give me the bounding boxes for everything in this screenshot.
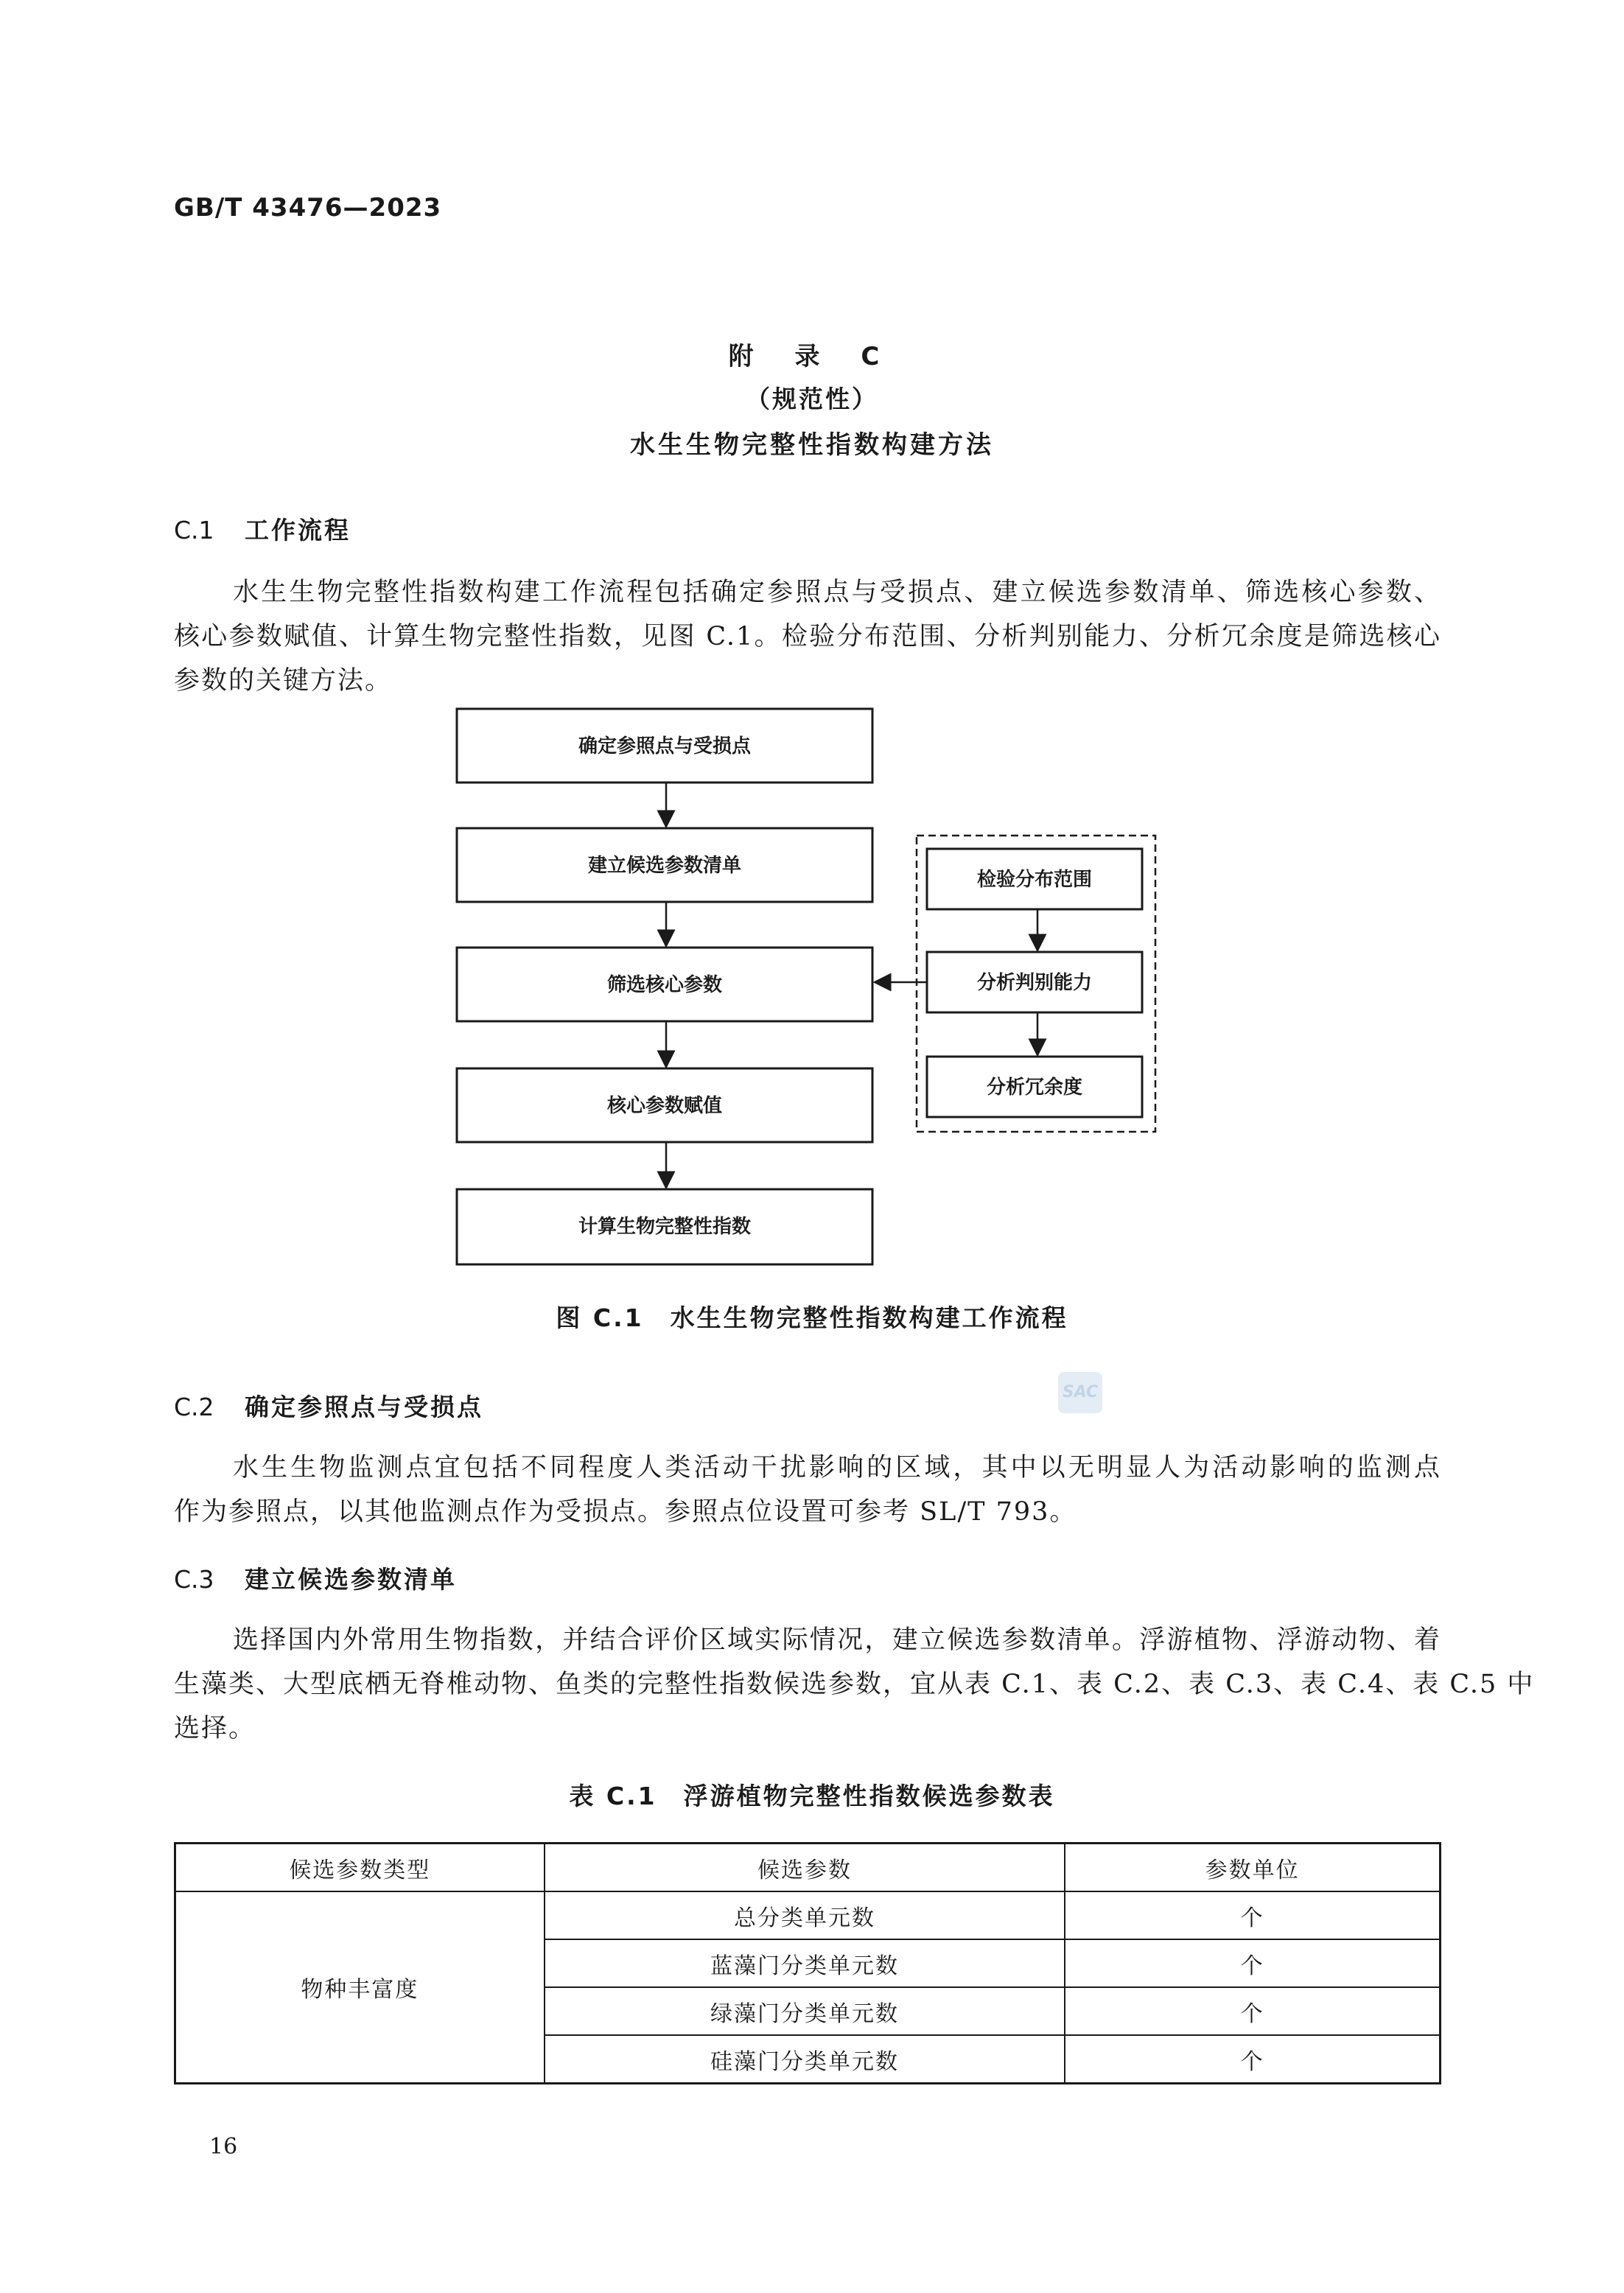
paragraph-line: 水生生物完整性指数构建工作流程包括确定参照点与受损点、建立候选参数清单、筛选核心参数、 (233, 578, 1441, 607)
appendix-name: 水生生物完整性指数构建方法 (630, 430, 994, 460)
section-title: 建立候选参数清单 (245, 1565, 457, 1594)
table-cell-param: 硅藻门分类单元数 (545, 2035, 1065, 2084)
section-heading-c3 (174, 1561, 457, 1595)
section-number: C.3 (174, 1565, 214, 1594)
flow-box-1-label: 确定参照点与受损点 (578, 735, 752, 757)
paragraph-line: 水生生物监测点宜包括不同程度人类活动干扰影响的区域，其中以无明显人为活动影响的监测点 (233, 1453, 1441, 1482)
table-header: 参数单位 (1065, 1844, 1440, 1892)
flow-box-3-label: 筛选核心参数 (606, 974, 723, 996)
section-heading-c2 (174, 1388, 483, 1423)
table-header-row (175, 1844, 1441, 1892)
appendix-type: （规范性） (746, 385, 878, 413)
page-number: 16 (209, 2134, 238, 2160)
side-box-3-label: 分析冗余度 (986, 1077, 1083, 1099)
section-title: 工作流程 (245, 516, 351, 545)
appendix-title: 附 录 C (728, 342, 896, 371)
paragraph-line: 选择。 (174, 1714, 256, 1743)
table-cell-unit: 个 (1065, 1891, 1440, 1939)
flow-box-5-label: 计算生物完整性指数 (578, 1216, 752, 1238)
paragraph-line: 生藻类、大型底栖无脊椎动物、鱼类的完整性指数候选参数，宜从表 C.1、表 C.2、表 C.3、表 C.4、表 C.5 中 (174, 1670, 1535, 1699)
table-cell-param: 蓝藻门分类单元数 (545, 1939, 1065, 1987)
paragraph-line: 作为参照点，以其他监测点作为受损点。参照点位设置可参考 SL/T 793。 (174, 1497, 1077, 1527)
section-number: C.2 (174, 1393, 214, 1421)
side-box-1-label: 检验分布范围 (976, 869, 1093, 891)
table-cell-unit: 个 (1065, 1939, 1440, 1987)
table-row (175, 1891, 1441, 1939)
paragraph-c3 (174, 1618, 1535, 1751)
table-header: 候选参数 (545, 1844, 1065, 1892)
candidate-parameters-table (174, 1842, 1441, 2084)
table-cell-unit: 个 (1065, 1987, 1440, 2035)
flow-box-4-label: 核心参数赋值 (606, 1095, 723, 1117)
section-title: 确定参照点与受损点 (245, 1393, 483, 1421)
side-box-2-label: 分析判别能力 (976, 972, 1093, 994)
paragraph-line: 核心参数赋值、计算生物完整性指数，见图 C.1。检验分布范围、分析判别能力、分析冗余度是筛选核心 (174, 622, 1441, 651)
table-header: 候选参数类型 (175, 1844, 545, 1892)
paragraph-c2 (174, 1446, 1441, 1534)
section-number: C.1 (174, 516, 214, 545)
watermark-logo: SAC (1058, 1372, 1102, 1413)
table-cell-param: 绿藻门分类单元数 (545, 1987, 1065, 2035)
paragraph-line: 参数的关键方法。 (174, 666, 393, 696)
table-cell-unit: 个 (1065, 2035, 1440, 2084)
paragraph-line: 选择国内外常用生物指数，并结合评价区域实际情况，建立候选参数清单。浮游植物、浮游动物、着 (233, 1625, 1441, 1655)
flow-box-2-label: 建立候选参数清单 (587, 855, 742, 877)
table-group-cell: 物种丰富度 (175, 1891, 545, 2084)
figure-caption: 图 C.1 水生生物完整性指数构建工作流程 (556, 1303, 1068, 1332)
standard-code: GB/T 43476—2023 (174, 193, 442, 223)
table-cell-param: 总分类单元数 (545, 1891, 1065, 1939)
table-caption: 表 C.1 浮游植物完整性指数候选参数表 (569, 1782, 1055, 1810)
